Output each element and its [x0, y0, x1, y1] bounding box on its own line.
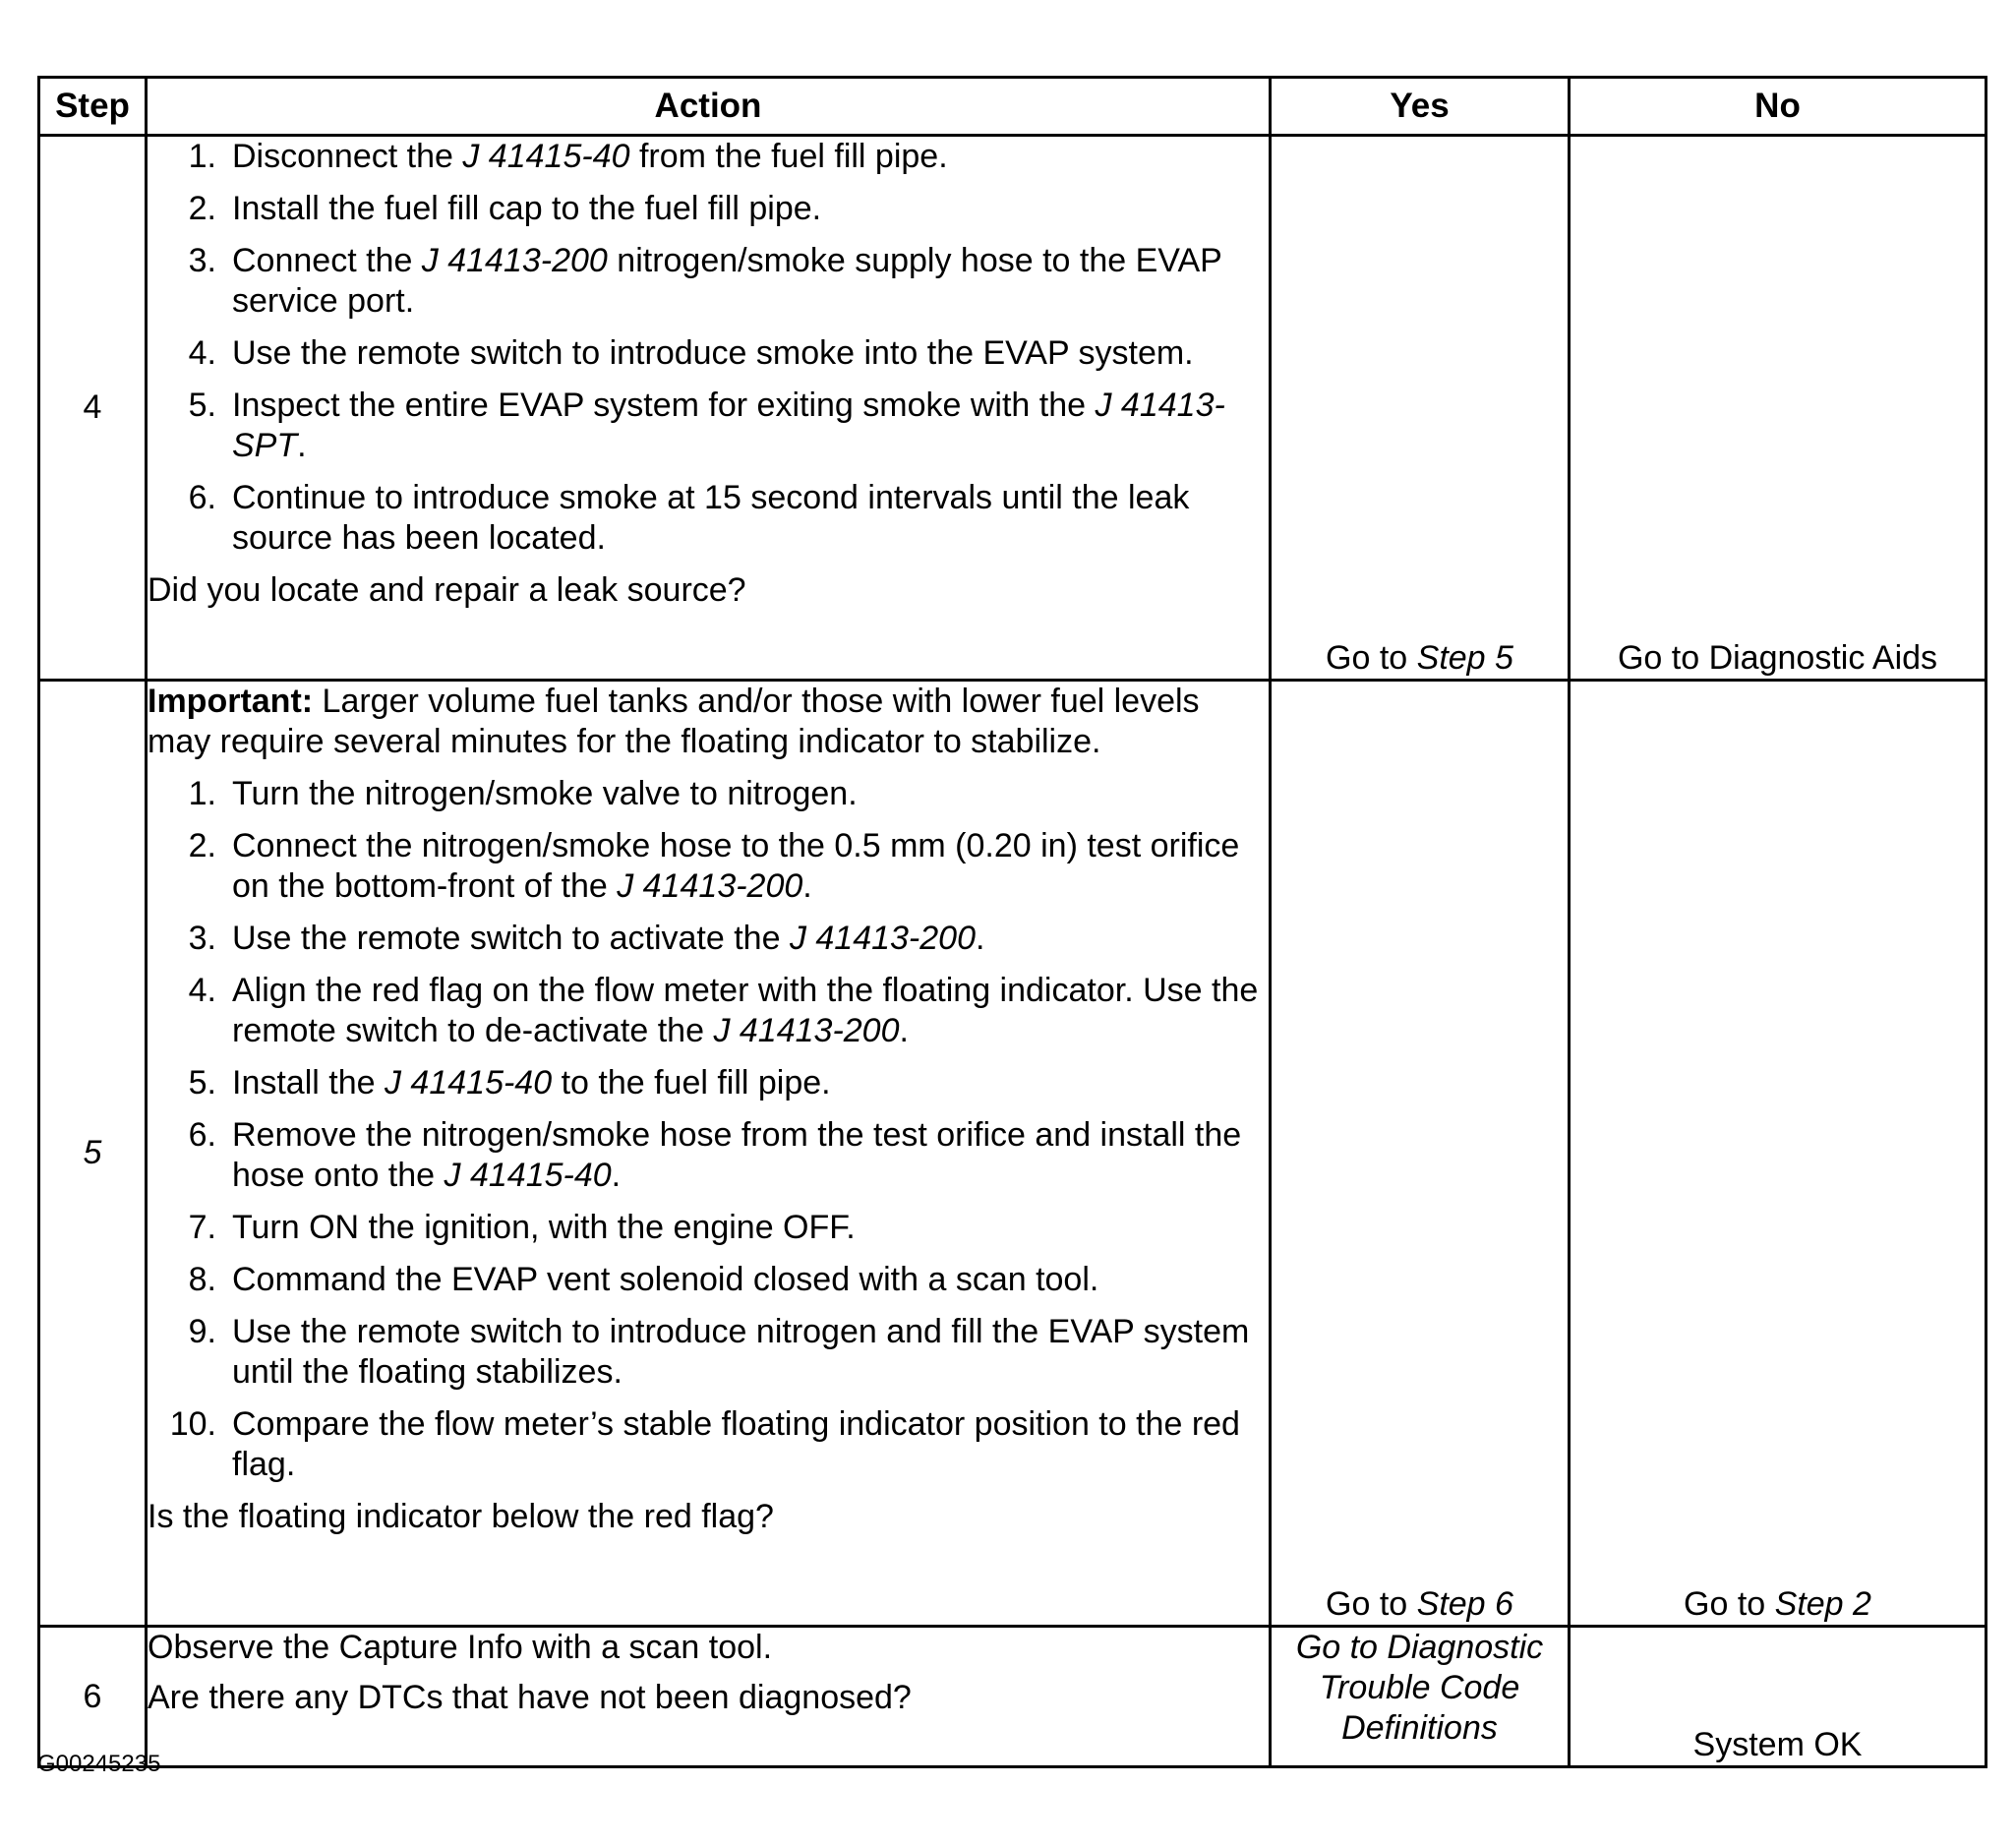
no-result: System OK [1692, 1726, 1863, 1763]
step-text-tail: nitrogen/smoke supply hose to the EVAP service port. [232, 242, 1222, 320]
action-step [148, 137, 1269, 177]
step-text-tail: . [297, 427, 307, 464]
step-index: 5. [188, 1064, 216, 1101]
step-text: Install the fuel fill cap to the fuel fill pipe. [232, 190, 822, 227]
step-index: 5. [188, 387, 216, 424]
header-row [39, 78, 1986, 136]
figure-id: G00245235 [37, 1751, 161, 1777]
tool-number: J 41415-40 [444, 1157, 612, 1194]
action-steps [148, 774, 1269, 1485]
action-step [148, 919, 1269, 959]
tool-number: J 41415-40 [384, 1064, 553, 1101]
important-label: Important: [148, 683, 314, 720]
step-text: Use the remote switch to activate the [232, 920, 790, 957]
no-prefix: Go to [1684, 1585, 1775, 1623]
action-step [148, 478, 1269, 559]
step-text: Inspect the entire EVAP system for exiting smoke with the [232, 387, 1096, 424]
question-text: Is the floating indicator below the red flag? [148, 1498, 774, 1535]
no-cell [1570, 1627, 1986, 1767]
step-index: 8. [188, 1261, 216, 1298]
step-text: Disconnect the [232, 138, 463, 175]
tool-number: J 41413-200 [789, 920, 976, 957]
step-text: Remove the nitrogen/smoke hose from the test orifice and install the hose onto the [232, 1116, 1242, 1194]
no-cell [1570, 136, 1986, 681]
step-text: Use the remote switch to introduce nitrogen and fill the EVAP system until the floating stabilizes. [232, 1313, 1250, 1391]
table-row-step-6 [39, 1627, 1986, 1767]
step-text: Command the EVAP vent solenoid closed with a scan tool. [232, 1261, 1099, 1298]
yes-link-line[interactable]: Go to Diagnostic [1295, 1629, 1544, 1666]
action-cell [147, 136, 1271, 681]
step-index: 4. [188, 334, 216, 372]
step-number: 6 [39, 1627, 147, 1767]
step-text: Use the remote switch to introduce smoke into the EVAP system. [232, 334, 1194, 372]
step-text-tail: . [611, 1157, 622, 1194]
step-index: 2. [188, 827, 216, 864]
step-index: 6. [188, 479, 216, 516]
action-step [148, 1312, 1269, 1393]
step-text: Install the [232, 1064, 385, 1101]
action-step [148, 1260, 1269, 1300]
step-text-tail: from the fuel fill pipe. [629, 138, 948, 175]
yes-step-link[interactable]: Step 5 [1416, 639, 1513, 677]
action-step [148, 241, 1269, 322]
table-header [39, 78, 1986, 136]
action-cell [147, 1627, 1271, 1767]
yes-cell [1271, 136, 1570, 681]
tool-number: J 41413-200 [617, 867, 803, 905]
yes-prefix: Go to [1326, 639, 1417, 677]
yes-link-line[interactable]: Trouble Code [1319, 1669, 1520, 1706]
yes-prefix: Go to [1326, 1585, 1417, 1623]
action-step [148, 1404, 1269, 1485]
step-index: 7. [188, 1209, 216, 1246]
header-yes: Yes [1271, 78, 1570, 136]
step-number: 5 [39, 681, 147, 1627]
no-cell [1570, 681, 1986, 1627]
question-text: Did you locate and repair a leak source? [148, 571, 746, 609]
step-text: Turn the nitrogen/smoke valve to nitrogen. [232, 775, 858, 812]
important-note [148, 682, 1269, 762]
header-no: No [1570, 78, 1986, 136]
tool-number: J 41413-200 [713, 1012, 900, 1049]
action-step [148, 333, 1269, 374]
tool-number: J 41415-40 [462, 138, 630, 175]
action-step [148, 189, 1269, 229]
yes-cell [1271, 1627, 1570, 1767]
step-index: 1. [188, 138, 216, 175]
tool-number: J 41413-SPT [232, 387, 1225, 464]
step-text-tail: to the fuel fill pipe. [552, 1064, 831, 1101]
action-line: Observe the Capture Info with a scan tool. [148, 1629, 773, 1666]
step-index: 2. [188, 190, 216, 227]
step-text: Connect the [232, 242, 422, 279]
yes-cell [1271, 681, 1570, 1627]
table-row-step-5 [39, 681, 1986, 1627]
step-index: 3. [188, 920, 216, 957]
tool-number: J 41413-200 [421, 242, 608, 279]
header-action: Action [147, 78, 1271, 136]
important-text: Larger volume fuel tanks and/or those with lower fuel levels may require several minutes for the floating indicator to stabilize. [148, 683, 1200, 760]
step-index: 4. [188, 972, 216, 1009]
action-step [148, 1115, 1269, 1196]
diagnostic-table [37, 76, 1987, 1768]
step-text-tail: . [802, 867, 812, 905]
step-text: Align the red flag on the flow meter with the floating indicator. Use the remote switch to de-activate the [232, 972, 1259, 1049]
step-index: 1. [188, 775, 216, 812]
question-text: Are there any DTCs that have not been diagnosed? [148, 1679, 912, 1716]
no-link[interactable]: Go to Diagnostic Aids [1617, 639, 1938, 677]
yes-step-link[interactable]: Step 6 [1416, 1585, 1513, 1623]
action-step [148, 971, 1269, 1051]
action-step [148, 826, 1269, 907]
action-cell [147, 681, 1271, 1627]
action-step [148, 1063, 1269, 1103]
action-step [148, 774, 1269, 814]
step-text: Connect the nitrogen/smoke hose to the 0.5 mm (0.20 in) test orifice on the bottom-front of the [232, 827, 1240, 905]
step-text-tail: . [975, 920, 985, 957]
action-step [148, 386, 1269, 466]
step-number: 4 [39, 136, 147, 681]
action-steps [148, 137, 1269, 559]
step-text-tail: . [899, 1012, 909, 1049]
step-text: Continue to introduce smoke at 15 second intervals until the leak source has been located. [232, 479, 1190, 557]
action-step [148, 1208, 1269, 1248]
step-index: 3. [188, 242, 216, 279]
step-text: Compare the flow meter’s stable floating indicator position to the red flag. [232, 1405, 1240, 1483]
yes-link-line[interactable]: Definitions [1341, 1709, 1498, 1747]
step-index: 10. [169, 1405, 216, 1443]
step-index: 9. [188, 1313, 216, 1350]
table-row-step-4 [39, 136, 1986, 681]
no-step-link[interactable]: Step 2 [1774, 1585, 1871, 1623]
step-text: Turn ON the ignition, with the engine OFF. [232, 1209, 856, 1246]
header-step: Step [39, 78, 147, 136]
step-index: 6. [188, 1116, 216, 1154]
